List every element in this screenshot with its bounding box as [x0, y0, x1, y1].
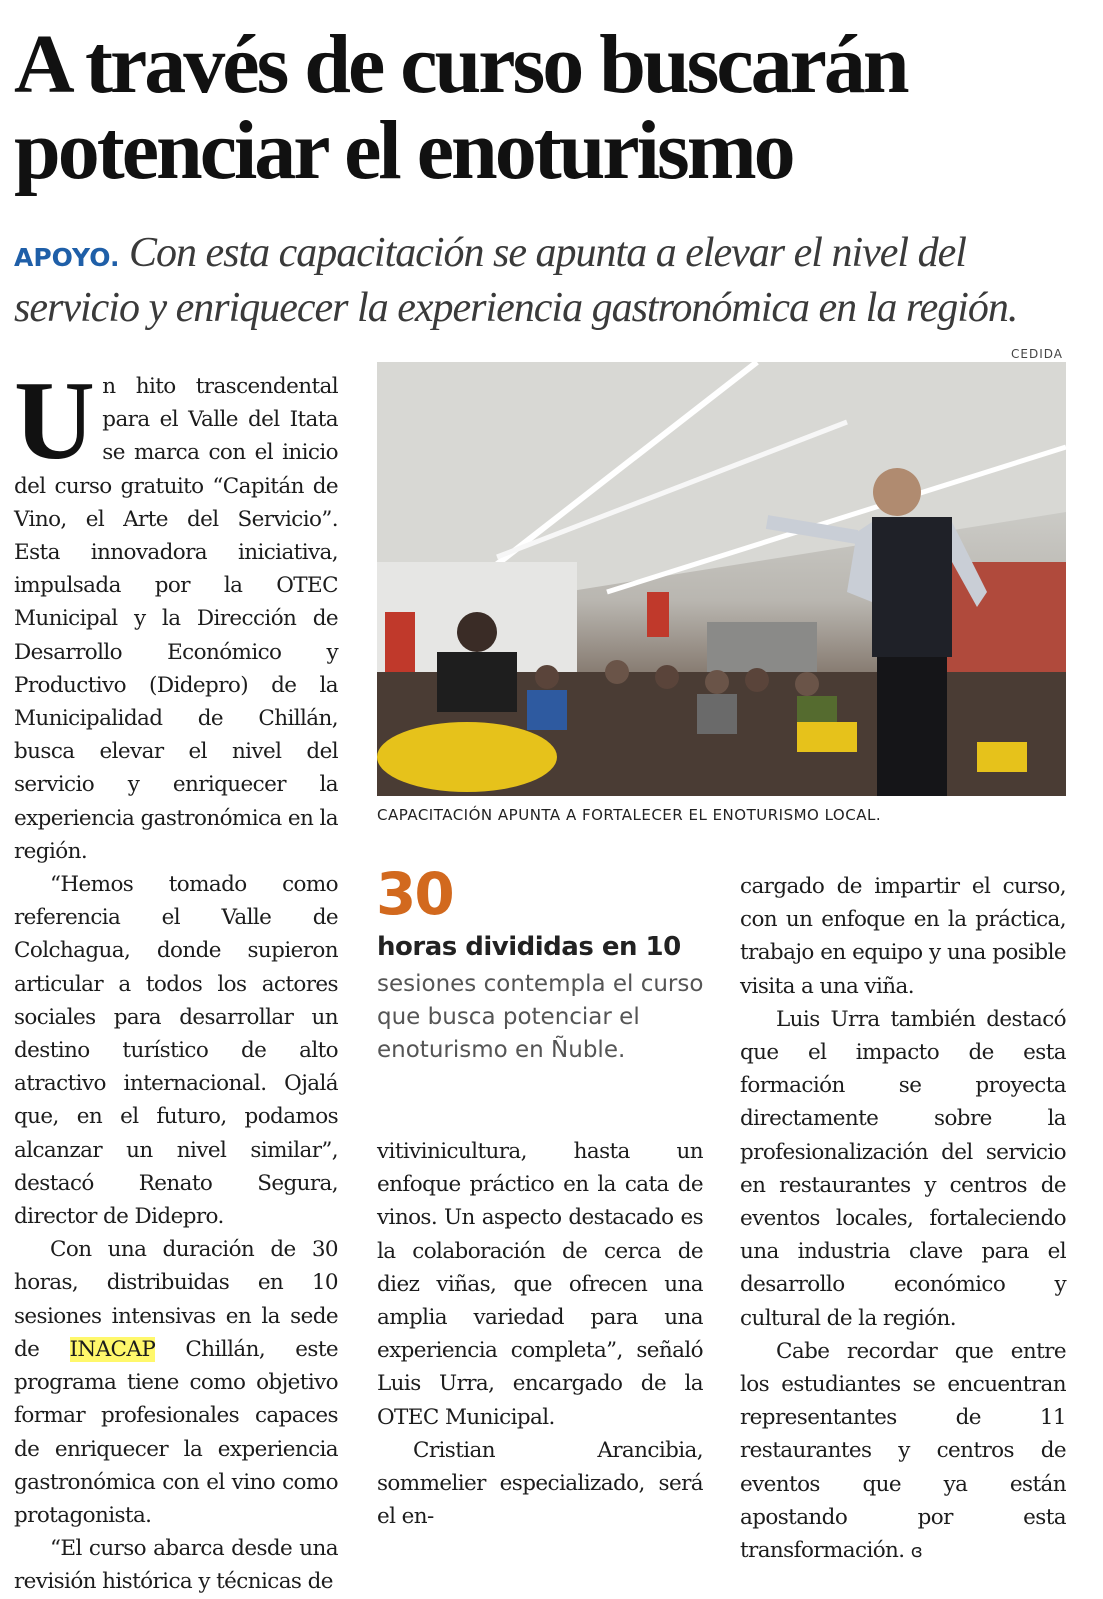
paragraph: cargado de impartir el curso, con un enfoque en la práctica, trabajo en equipo y una posible visita a una viña.	[740, 874, 1066, 999]
article-column-3	[740, 870, 1066, 1568]
paragraph: vitivinicultura, hasta un enfoque práctico en la cata de vinos. Un aspecto destacado es la colaboración de cerca de diez viñas, que ofrecen una amplia variedad para una experiencia completa”, señaló Luis Urra, encargado de la OTEC Municipal.	[377, 1139, 703, 1430]
paragraph-text: Cabe recordar que entre los estudiantes se encuentran representantes de 11 restaurantes y centros de eventos que ya están apostando por esta transformación.	[740, 1338, 1066, 1564]
highlighted-text: INACAP	[69, 1336, 156, 1362]
factbox-number: 30	[376, 860, 453, 928]
factbox-body: sesiones contempla el curso que busca potenciar el enoturismo en Ñuble.	[377, 971, 704, 1063]
paragraph: “Hemos tomado como referencia el Valle de Colchagua, donde supieron articular a todos los actores sociales para desarrollar un destino turístico de alto atractivo internacional. Ojalá que, en el futuro, podamos alcanzar un nivel similar”, destacó Renato Segura, director de Didepro.	[14, 872, 338, 1230]
article-column-2	[377, 1135, 703, 1533]
article-column-1	[14, 359, 338, 1599]
headline-line-1: A través de curso buscarán	[14, 18, 907, 111]
paragraph	[14, 359, 338, 868]
paragraph: Cristian Arancibia, sommelier especializado, será el en-	[377, 1437, 703, 1530]
headline-line-2: potenciar el enoturismo	[14, 104, 793, 197]
article-photo	[377, 362, 1066, 796]
paragraph: “El curso abarca desde una revisión histórica y técnicas de	[14, 1536, 338, 1595]
classroom-photo-illustration	[377, 362, 1066, 796]
headline	[14, 18, 1084, 197]
end-mark-icon: ɞ	[910, 1541, 923, 1563]
photo-credit: CEDIDA	[1011, 347, 1063, 361]
paragraph	[740, 1335, 1066, 1568]
drop-cap: U	[14, 359, 95, 483]
paragraph-text: Con una duración de 30 horas, distribuidas en 10 sesiones intensivas en la sede de	[14, 1237, 338, 1362]
kicker: APOYO	[14, 243, 110, 272]
factbox-heading: horas divididas en 10	[377, 932, 681, 962]
deck	[14, 228, 1089, 333]
paragraph-text: Chillán, este programa tiene como objetivo formar profesionales capaces de enriquecer la experiencia gastronómica con el vino como protagonista.	[14, 1336, 338, 1528]
deck-text: Con esta capacitación se apunta a elevar el nivel del servicio y enriquecer la experiencia gastronómica en la región.	[14, 230, 1018, 331]
paragraph	[14, 1233, 338, 1532]
paragraph: Luis Urra también destacó que el impacto de esta formación se proyecta directamente sobre la profesionalización del servicio en restaurantes y centros de eventos locales, fortaleciendo una industria clave para el desarrollo económico y cultural de la región.	[740, 1006, 1066, 1331]
photo-caption: CAPACITACIÓN APUNTA A FORTALECER EL ENOTURISMO LOCAL.	[377, 806, 882, 824]
paragraph-text: n hito trascendental para el Valle del Itata se marca con el inicio del curso gratuito “Capitán de Vino, el Arte del Servicio”. Esta innovadora iniciativa, impulsada por la OTEC Municipal y la Dirección de Desarrollo Económico y Productivo (Didepro) de la Municipalidad de Chillán, busca elevar el nivel del servicio y enriquecer la experiencia gastronómica en la región.	[14, 374, 338, 864]
kicker-separator: .	[109, 243, 120, 272]
